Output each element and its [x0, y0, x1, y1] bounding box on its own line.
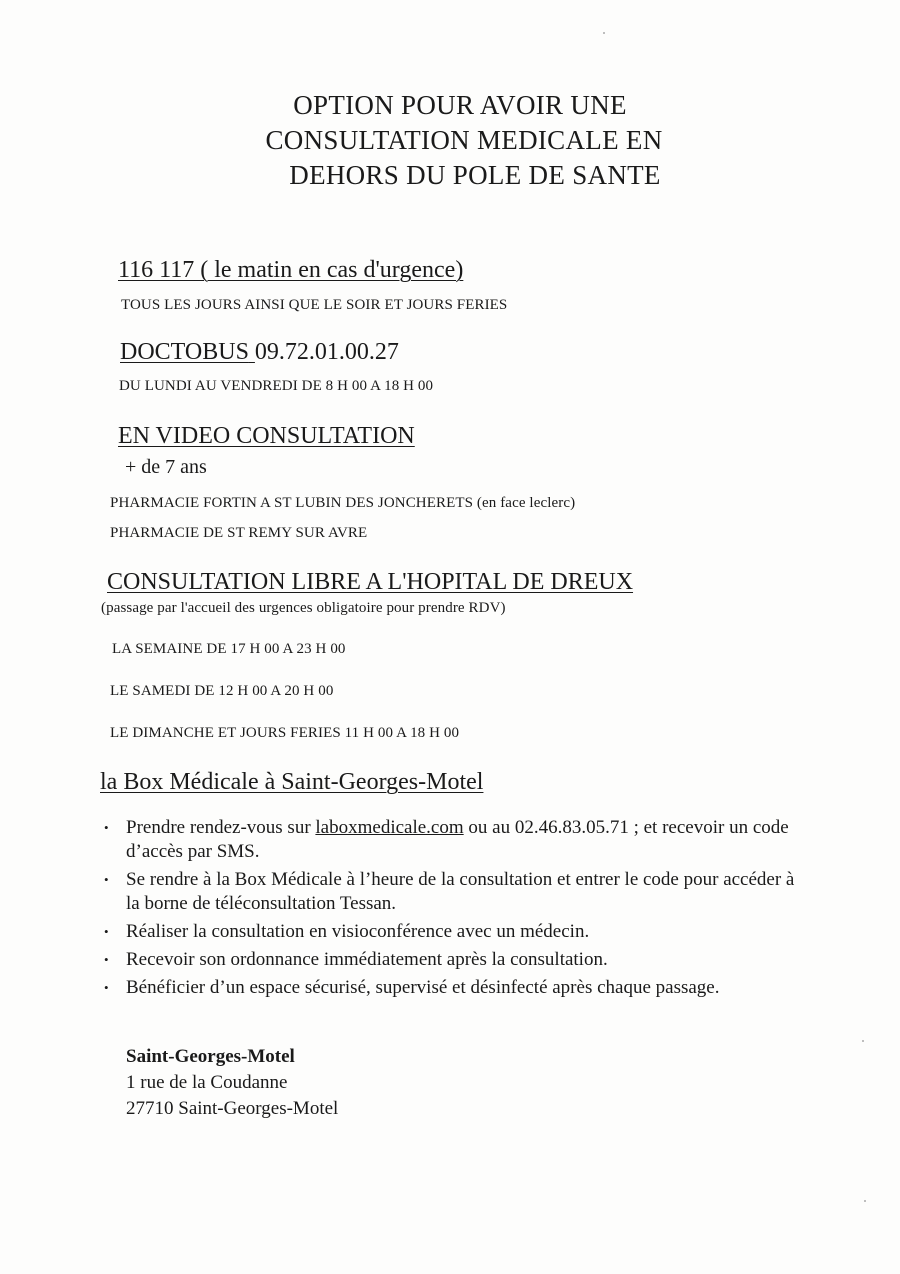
- bullet-4-text: Recevoir son ordonnance immédiatement après la consultation.: [126, 949, 608, 970]
- title-line-3: DEHORS DU POLE DE SANTE: [289, 160, 661, 190]
- bullet-marker: •: [104, 820, 109, 835]
- title-line-2: CONSULTATION MEDICALE EN: [265, 125, 663, 155]
- pharmacy-st-remy: PHARMACIE DE ST REMY SUR AVRE: [110, 525, 368, 541]
- box-medicale-list: [100, 816, 800, 1004]
- detail-116117: TOUS LES JOURS AINSI QUE LE SOIR ET JOURS FERIES: [121, 297, 508, 313]
- address-street: 1 rue de la Coudanne: [126, 1072, 288, 1093]
- heading-video-consultation: EN VIDEO CONSULTATION: [118, 423, 415, 449]
- video-age: + de 7 ans: [125, 456, 207, 478]
- scan-speck: [864, 1200, 866, 1202]
- heading-box-medicale: la Box Médicale à Saint-Georges-Motel: [100, 769, 484, 795]
- hours-week: LA SEMAINE DE 17 H 00 A 23 H 00: [112, 641, 346, 657]
- title-line-1: OPTION POUR AVOIR UNE: [293, 90, 627, 120]
- list-item: [100, 948, 800, 972]
- bullet-2-text: Se rendre à la Box Médicale à l’heure de la consultation et entrer le code pour accéder à la borne de téléconsultation Tessan.: [126, 869, 795, 914]
- address-name: Saint-Georges-Motel: [126, 1046, 295, 1067]
- hours-saturday: LE SAMEDI DE 12 H 00 A 20 H 00: [110, 683, 334, 699]
- heading-doctobus: [120, 338, 399, 366]
- bullet-1-text-end: ou au 02.46.83.05.71 ; et recevoir un code d’accès par SMS.: [126, 817, 789, 862]
- bullet-marker: •: [104, 980, 109, 995]
- detail-doctobus: DU LUNDI AU VENDREDI DE 8 H 00 A 18 H 00: [119, 378, 434, 394]
- scan-speck: [862, 1040, 864, 1042]
- heading-116117: 116 117 ( le matin en cas d'urgence): [118, 257, 464, 283]
- bullet-marker: •: [104, 872, 109, 887]
- list-item: [100, 868, 800, 916]
- bullet-marker: •: [104, 952, 109, 967]
- doctobus-phone: 09.72.01.00.27: [254, 339, 399, 365]
- bullet-5-text: Bénéficier d’un espace sécurisé, supervisé et désinfecté après chaque passage.: [126, 977, 720, 998]
- list-item: [100, 976, 800, 1000]
- address-city: 27710 Saint-Georges-Motel: [126, 1098, 339, 1119]
- address-block: [126, 1044, 338, 1122]
- list-item: [100, 920, 800, 944]
- hours-sunday: LE DIMANCHE ET JOURS FERIES 11 H 00 A 18 H 00: [110, 725, 460, 741]
- doctobus-name: DOCTOBUS: [120, 339, 249, 365]
- bullet-marker: •: [104, 924, 109, 939]
- document-title: [0, 88, 900, 193]
- hopital-note: (passage par l'accueil des urgences obligatoire pour prendre RDV): [101, 600, 506, 616]
- heading-hopital-dreux: CONSULTATION LIBRE A L'HOPITAL DE DREUX: [107, 569, 634, 595]
- pharmacy-fortin: PHARMACIE FORTIN A ST LUBIN DES JONCHERETS (en face leclerc): [110, 495, 576, 511]
- bullet-1-text-start: Prendre rendez-vous sur: [126, 817, 316, 838]
- laboxmedicale-link[interactable]: laboxmedicale.com: [315, 817, 464, 838]
- scan-speck: [603, 32, 605, 34]
- bullet-3-text: Réaliser la consultation en visioconférence avec un médecin.: [126, 921, 590, 942]
- list-item: [100, 816, 800, 864]
